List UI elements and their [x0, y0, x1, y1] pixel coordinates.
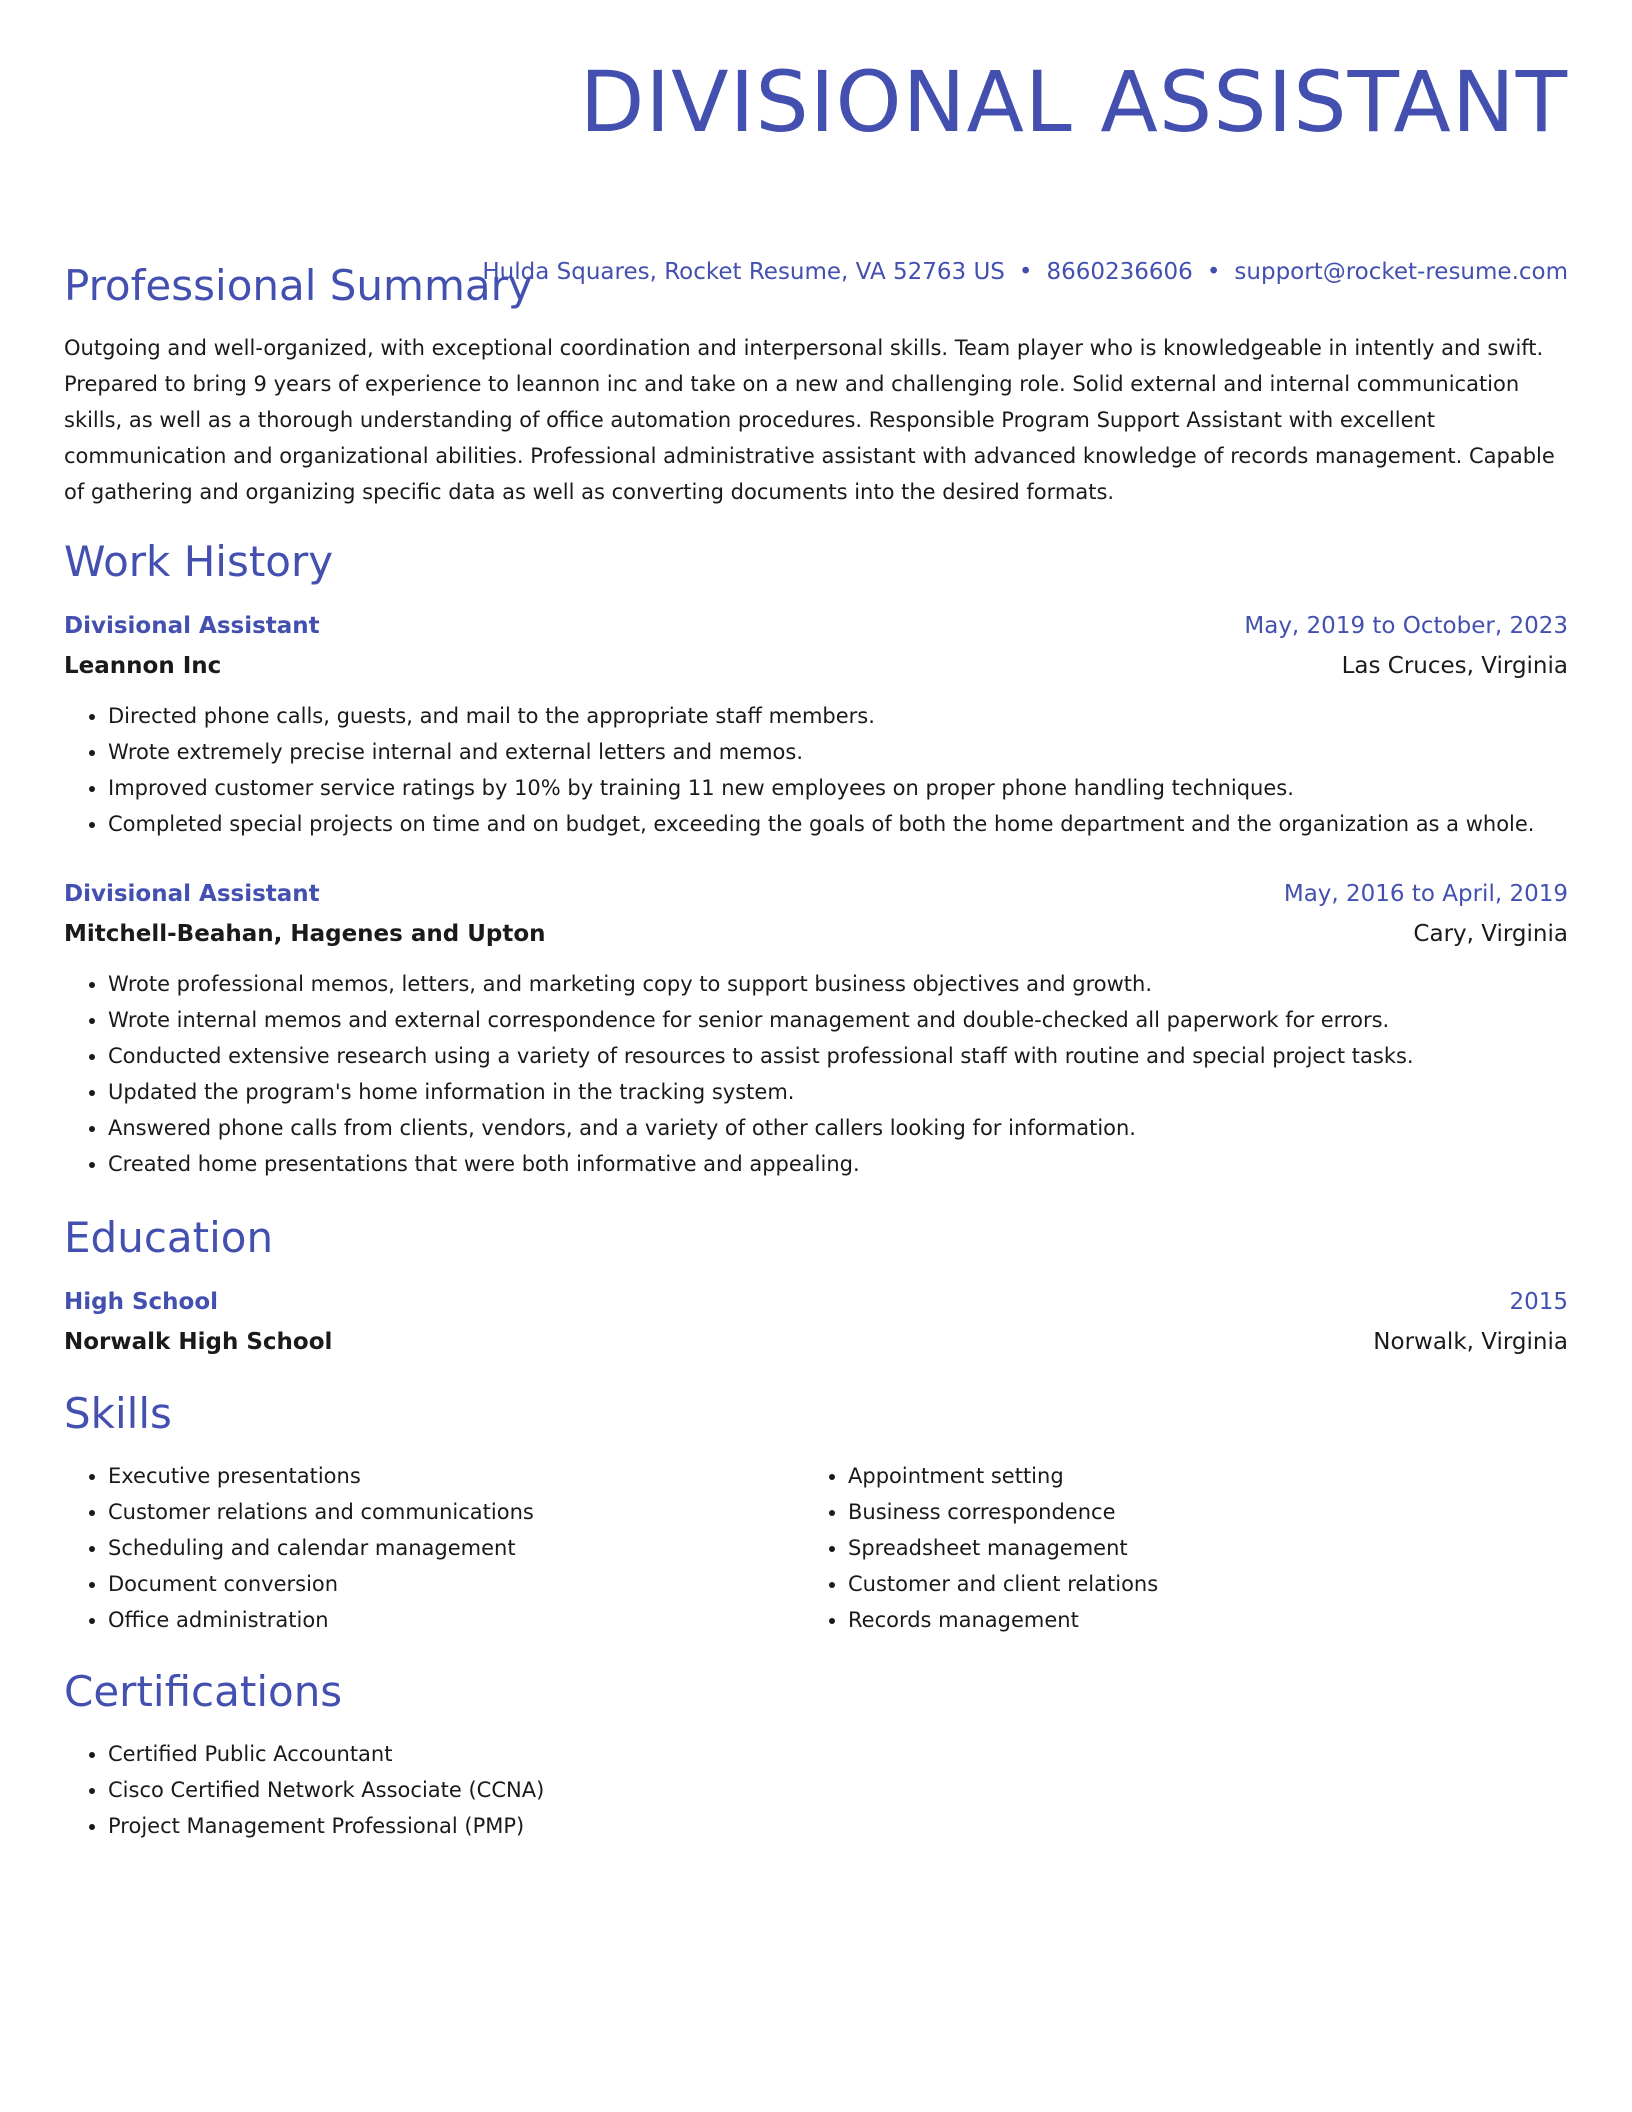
summary-heading: Professional Summary [64, 261, 533, 310]
contact-separator: • [1018, 259, 1033, 285]
work-history-section [64, 536, 1568, 588]
candidate-name: DIVISIONAL ASSISTANT [579, 53, 1568, 151]
list-item: • Customer relations and communications [108, 1494, 804, 1530]
job-header-row [64, 606, 1568, 646]
list-item: • Improved customer service ratings by 10% by training 11 new employees on proper phone handling techniques. [108, 770, 1568, 806]
job-header-row [64, 874, 1568, 914]
skills-list-left [64, 1458, 804, 1638]
education-location: Norwalk, Virginia [1373, 1329, 1568, 1355]
education-entry [64, 1282, 1568, 1362]
list-item: • Business correspondence [848, 1494, 1544, 1530]
list-item: • Updated the program's home information in the tracking system. [108, 1074, 1568, 1110]
list-item: • Document conversion [108, 1566, 804, 1602]
certifications-list [64, 1736, 1568, 1844]
certifications-heading: Certifications [64, 1667, 343, 1716]
skills-lists [64, 1458, 1568, 1638]
job-bullets [64, 698, 1568, 842]
skills-heading: Skills [64, 1389, 172, 1438]
certifications-section [64, 1666, 1568, 1718]
education-heading: Education [64, 1213, 274, 1262]
list-item: • Executive presentations [108, 1458, 804, 1494]
work-history-heading: Work History [64, 537, 334, 586]
job-dates: May, 2016 to April, 2019 [1283, 881, 1568, 907]
education-school: Norwalk High School [64, 1329, 333, 1355]
contact-email[interactable]: support@rocket-resume.com [1234, 259, 1568, 285]
job-company: Mitchell-Beahan, Hagenes and Upton [64, 921, 546, 947]
list-item: • Wrote extremely precise internal and external letters and memos. [108, 734, 1568, 770]
contact-address: Hulda Squares, Rocket Resume, VA 52763 US [482, 259, 1005, 285]
job-title: Divisional Assistant [64, 881, 320, 907]
skills-list-right [804, 1458, 1544, 1638]
list-item: • Cisco Certified Network Associate (CCNA) [108, 1772, 1568, 1808]
job-bullets [64, 966, 1568, 1182]
education-school-row [64, 1322, 1568, 1362]
education-year: 2015 [1509, 1289, 1568, 1315]
list-item: • Directed phone calls, guests, and mail to the appropriate staff members. [108, 698, 1568, 734]
list-item: • Wrote internal memos and external correspondence for senior management and double-checked all paperwork for errors. [108, 1002, 1568, 1038]
list-item: • Appointment setting [848, 1458, 1544, 1494]
list-item: • Conducted extensive research using a variety of resources to assist professional staff with routine and special project tasks. [108, 1038, 1568, 1074]
list-item: • Certified Public Accountant [108, 1736, 1568, 1772]
list-item: • Spreadsheet management [848, 1530, 1544, 1566]
list-item: • Created home presentations that were both informative and appealing. [108, 1146, 1568, 1182]
list-item: • Project Management Professional (PMP) [108, 1808, 1568, 1844]
education-degree: High School [64, 1289, 219, 1315]
list-item: • Records management [848, 1602, 1544, 1638]
list-item: • Customer and client relations [848, 1566, 1544, 1602]
skills-column-right [804, 1458, 1544, 1638]
list-item: • Completed special projects on time and on budget, exceeding the goals of both the home department and the organization as a whole. [108, 806, 1568, 842]
list-item: • Office administration [108, 1602, 804, 1638]
list-item: • Scheduling and calendar management [108, 1530, 804, 1566]
contact-phone[interactable]: 8660236606 [1046, 259, 1193, 285]
job-location: Cary, Virginia [1413, 921, 1568, 947]
list-item: • Wrote professional memos, letters, and marketing copy to support business objectives and growth. [108, 966, 1568, 1002]
job-entry [64, 606, 1568, 842]
job-location: Las Cruces, Virginia [1341, 653, 1568, 679]
certifications-list-wrap [64, 1736, 1568, 1844]
job-company: Leannon Inc [64, 653, 222, 679]
job-title: Divisional Assistant [64, 613, 320, 639]
contact-separator: • [1206, 259, 1221, 285]
summary-body [64, 330, 1568, 510]
skills-columns [64, 1458, 1568, 1638]
job-dates: May, 2019 to October, 2023 [1244, 613, 1568, 639]
skills-column-left [64, 1458, 804, 1638]
summary-text: Outgoing and well-organized, with exceptional coordination and interpersonal skills. Team player who is knowledgeable in intently and swift. Prepared to bring 9 years of experience to leannon inc and take on a new and challenging role. Solid external and internal communication skills, as well as a thorough understanding of office automation procedures. Responsible Program Support Assistant with excellent communication and organizational abilities. Professional administrative assistant with advanced knowledge of records management. Capable of gathering and organizing specific data as well as converting documents into the desired formats. [64, 336, 1555, 504]
job-company-row [64, 646, 1568, 686]
summary-section [64, 260, 1568, 312]
job-entry [64, 874, 1568, 1182]
education-section [64, 1212, 1568, 1264]
skills-section [64, 1388, 1568, 1440]
list-item: • Answered phone calls from clients, vendors, and a variety of other callers looking for information. [108, 1110, 1568, 1146]
job-company-row [64, 914, 1568, 954]
education-header-row [64, 1282, 1568, 1322]
